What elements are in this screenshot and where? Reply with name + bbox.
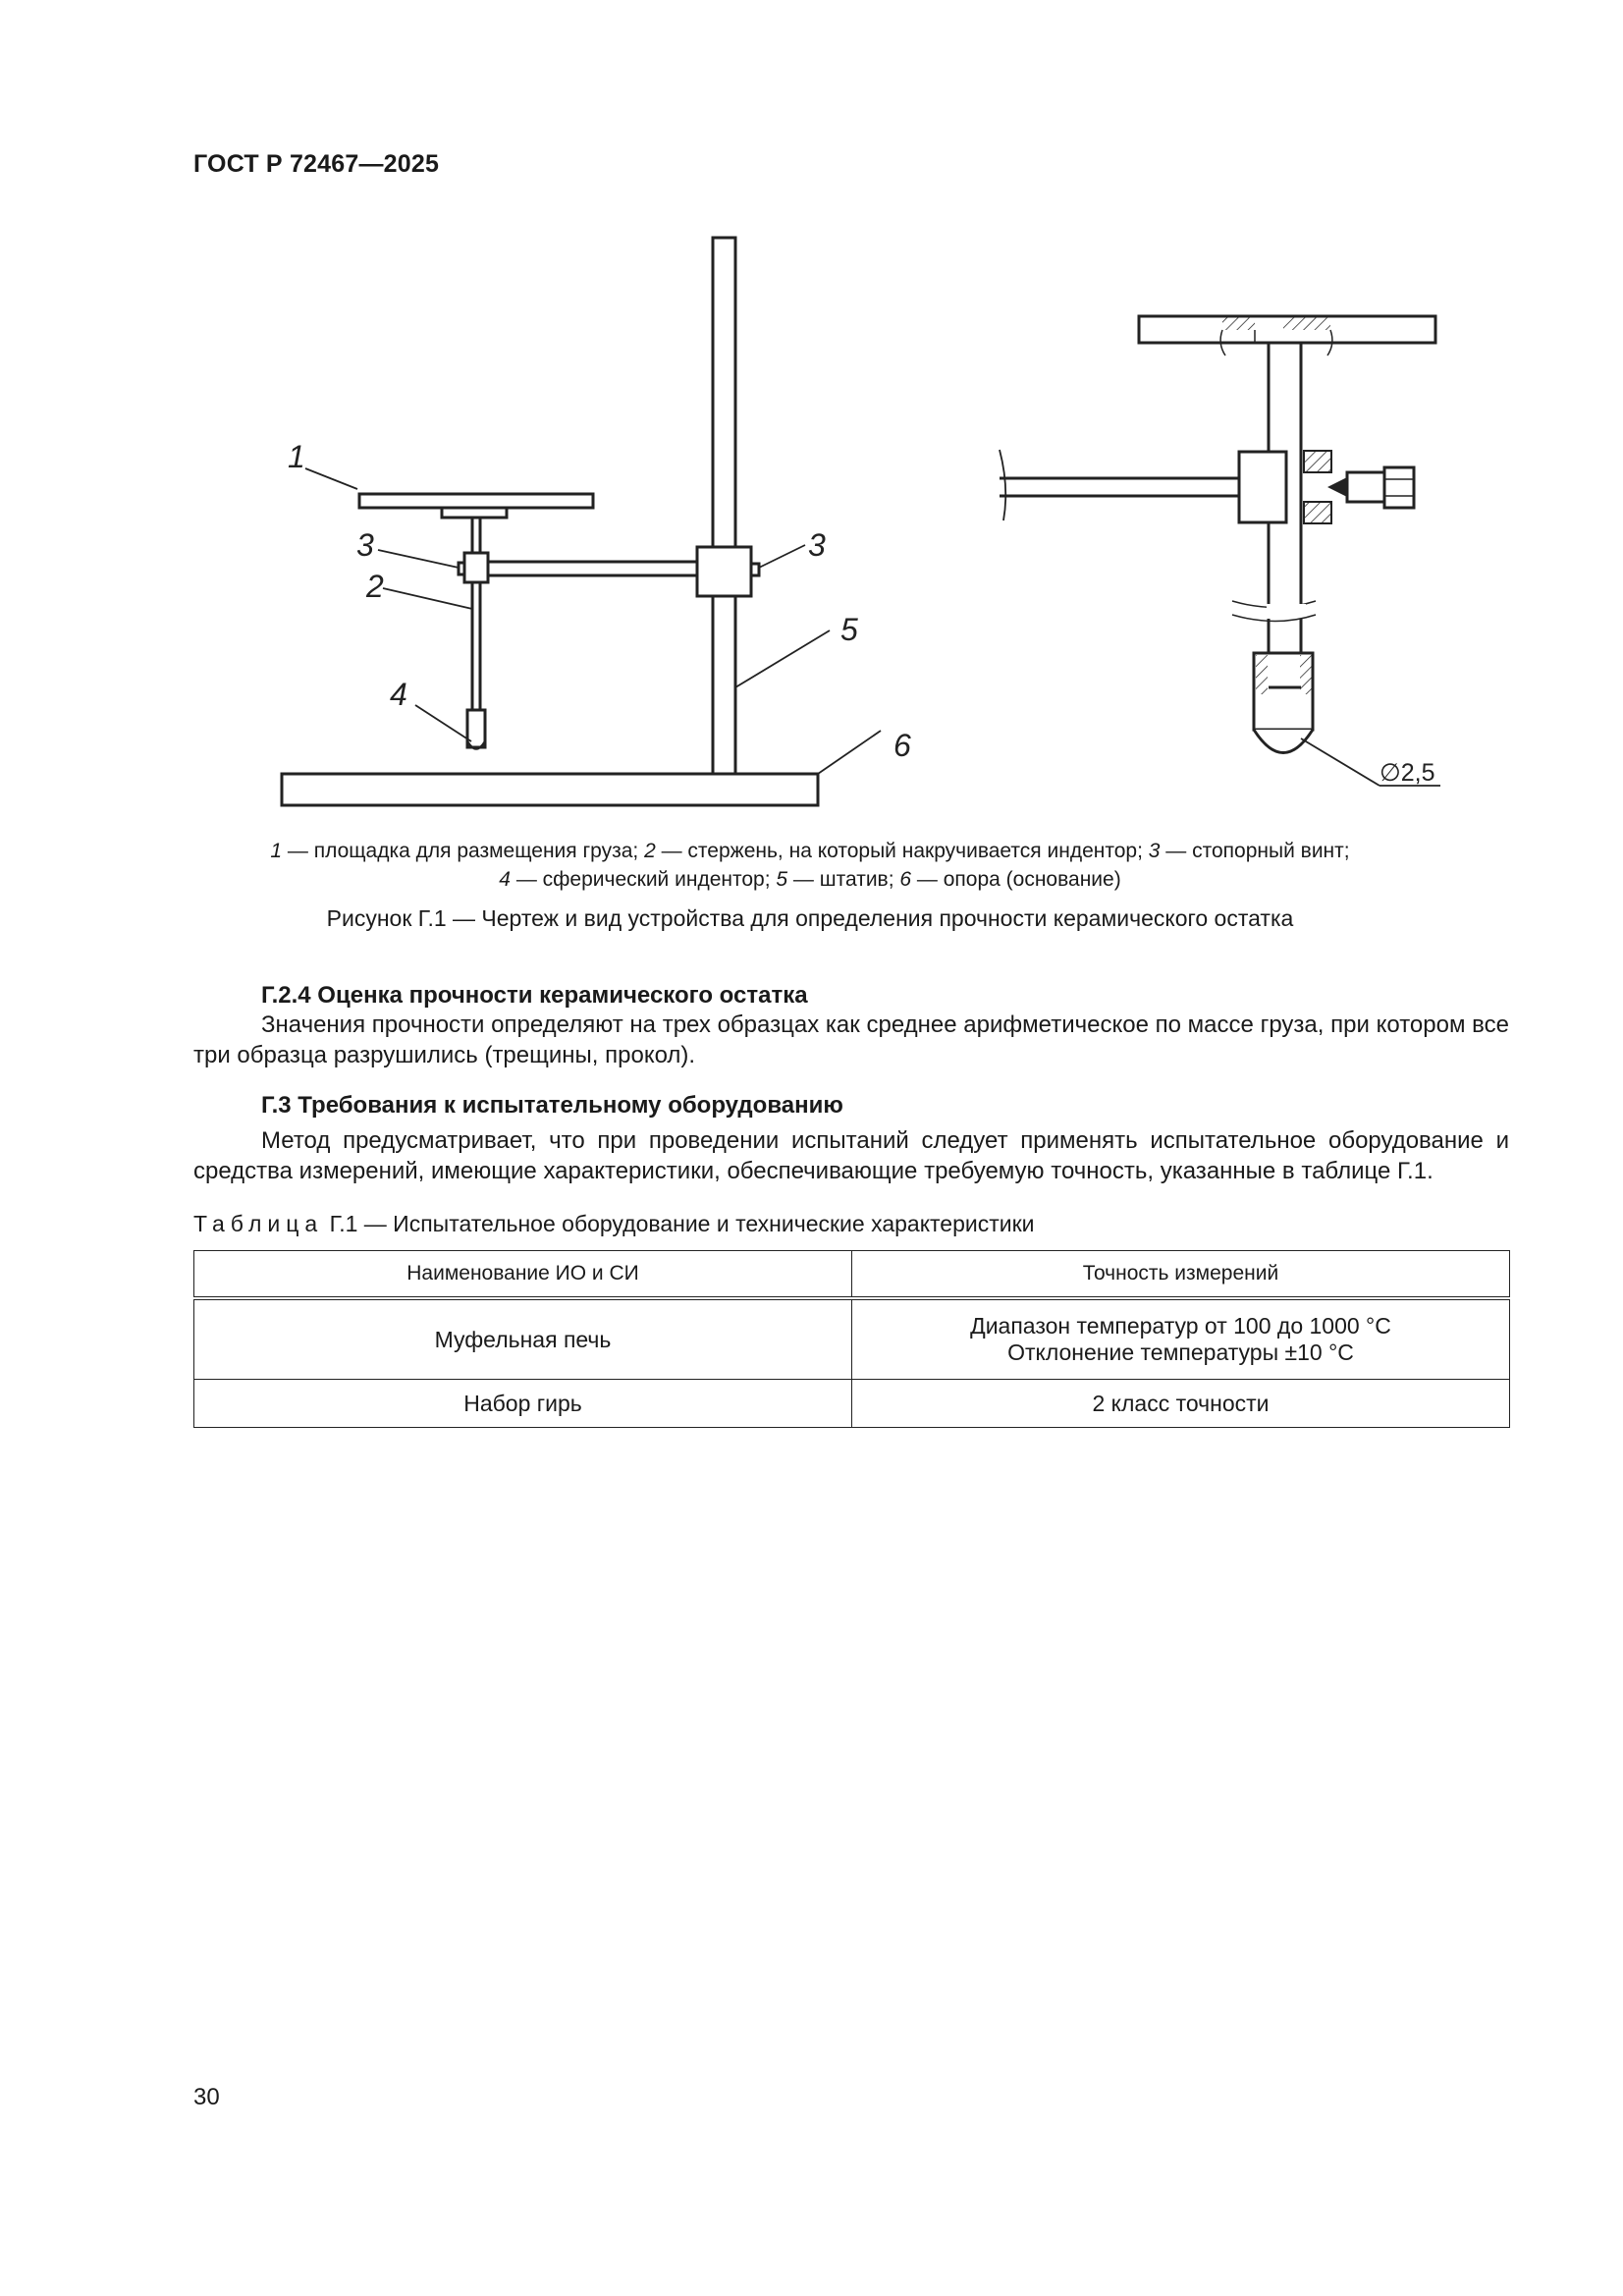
equipment-table xyxy=(193,1250,1510,1428)
detail-screw xyxy=(1347,472,1384,502)
table-header-name: Наименование ИО и СИ xyxy=(194,1251,852,1299)
section-g24-heading: Г.2.4 Оценка прочности керамического остатка xyxy=(261,982,808,1009)
document-header: ГОСТ Р 72467—2025 xyxy=(193,150,440,178)
stand-clamp xyxy=(697,547,751,596)
label-2: 2 xyxy=(366,569,384,604)
detail-clamp xyxy=(1239,452,1286,522)
section-g3-text: Метод предусматривает, что при проведении испытаний следует применять испытательное оборудование и средства измерений, имеющие характеристики, обеспечивающие требуемую точность, указанные в таблице Г.1. xyxy=(193,1127,1509,1184)
rod-clamp xyxy=(464,553,488,582)
table-row xyxy=(194,1298,1510,1380)
section-g24-text: Значения прочности определяют на трех образцах как среднее арифметическое по массе груза, при котором все три образца разрушились (трещины, прокол). xyxy=(193,1011,1509,1068)
label-1: 1 xyxy=(288,439,305,474)
label-4: 4 xyxy=(390,677,407,712)
section-g24 xyxy=(193,982,1509,1070)
figure-legend xyxy=(177,837,1443,894)
figure-caption: Рисунок Г.1 — Чертеж и вид устройства для определения прочности керамического остатка xyxy=(326,905,1294,931)
base-support xyxy=(282,774,818,805)
stop-screw-left xyxy=(459,563,464,574)
label-3-right: 3 xyxy=(808,527,826,563)
stop-screw-right xyxy=(751,564,759,575)
section-g3-heading: Г.3 Требования к испытательному оборудованию xyxy=(261,1092,843,1119)
table-title: Таблица Г.1 — Испытательное оборудование и технические характеристики xyxy=(193,1211,1035,1236)
page-number: 30 xyxy=(193,2084,220,2110)
table-cell-name: Набор гирь xyxy=(194,1380,852,1428)
table-header-row xyxy=(194,1251,1510,1299)
label-3-left: 3 xyxy=(356,527,374,563)
label-5: 5 xyxy=(840,612,858,647)
legend-line-1: 1 — площадка для размещения груза; 2 — стержень, на который накручивается индентор; 3 — стопорный винт; xyxy=(270,840,1350,862)
cross-arm xyxy=(488,562,697,575)
table-cell-accuracy: 2 класс точности xyxy=(852,1380,1510,1428)
rod-top xyxy=(472,518,480,553)
table-cell-name: Муфельная печь xyxy=(194,1298,852,1380)
section-g3 xyxy=(193,1092,1509,1186)
stand-pole xyxy=(713,238,735,774)
rod-lower xyxy=(472,582,480,710)
figure-g1-drawing xyxy=(265,226,1443,815)
table-row xyxy=(194,1380,1510,1428)
diameter-label: ∅2,5 xyxy=(1380,759,1435,787)
table-cell-accuracy: Диапазон температур от 100 до 1000 °С Отклонение температуры ±10 °С xyxy=(852,1298,1510,1380)
legend-line-2: 4 — сферический индентор; 5 — штатив; 6 — опора (основание) xyxy=(499,868,1121,891)
label-6: 6 xyxy=(893,728,911,763)
table-header-accuracy: Точность измерений xyxy=(852,1251,1510,1299)
load-platform xyxy=(359,494,593,508)
indentor xyxy=(467,710,485,747)
